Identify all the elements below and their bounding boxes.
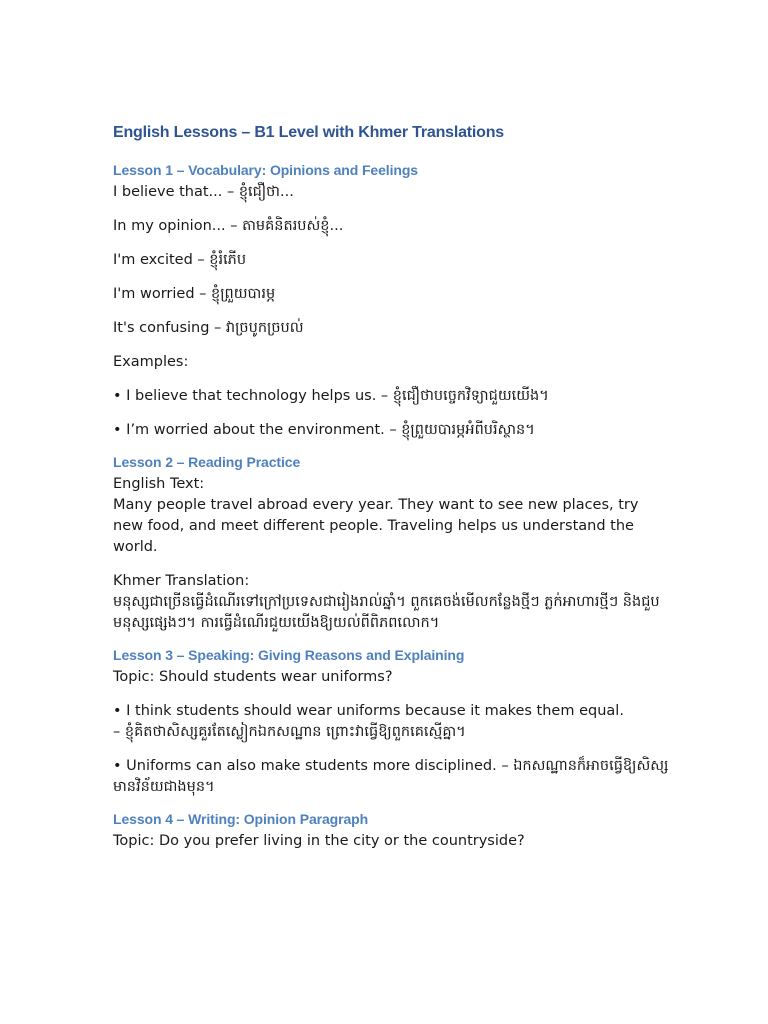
lesson-4-heading: Lesson 4 – Writing: Opinion Paragraph xyxy=(113,811,369,827)
english-text: Many people travel abroad every year. They want to see new places, try new food, and meet different people. Traveling helps us understand the world. xyxy=(113,497,644,555)
document-title: English Lessons – B1 Level with Khmer Translations xyxy=(113,124,505,141)
lesson-1-heading: Lesson 1 – Vocabulary: Opinions and Feelings xyxy=(113,162,418,178)
vocab-line: I believe that... – ខ្ញុំជឿថា... xyxy=(113,184,294,200)
english-text-label: English Text: xyxy=(113,476,205,492)
khmer-translation-text: មនុស្សជាច្រើនធ្វើដំណើរទៅក្រៅប្រទេសជារៀងរាល់ឆ្នាំ។ ពួកគេចង់មើលកន្លែងថ្មីៗ ភ្លក់អាហារថ្មីៗ និងជួបមនុស្សផ្សេងៗ។ ការធ្វើដំណើរជួយយើងឱ្យយល់ពីពិភពលោក។ xyxy=(113,594,660,631)
examples-label: Examples: xyxy=(113,354,189,370)
vocab-line: In my opinion... – តាមគំនិតរបស់ខ្ញុំ... xyxy=(113,218,344,234)
vocab-line: I'm worried – ខ្ញុំព្រួយបារម្ភ xyxy=(113,286,276,302)
lesson-3-heading: Lesson 3 – Speaking: Giving Reasons and Explaining xyxy=(113,647,465,663)
speaking-line: • Uniforms can also make students more disciplined. – ឯកសណ្ឋានក៏អាចធ្វើឱ្យសិស្សមានវិន័យជាងមុន។ xyxy=(113,758,669,795)
lesson-3 xyxy=(113,647,673,798)
speaking-line: • I think students should wear uniforms because it makes them equal. – ខ្ញុំគិតថាសិស្សគួរតែស្លៀកឯកសណ្ឋាន ព្រោះវាធ្វើឱ្យពួកគេស្មើគ្នា។ xyxy=(113,703,624,740)
lesson-2 xyxy=(113,454,673,634)
lesson-2-heading: Lesson 2 – Reading Practice xyxy=(113,454,301,470)
document-page xyxy=(113,124,673,865)
lesson-4 xyxy=(113,811,673,852)
example-line: • I’m worried about the environment. – ខ្ញុំព្រួយបារម្ភអំពីបរិស្ថាន។ xyxy=(113,422,535,438)
vocab-line: It's confusing – វាច្របូកច្របល់ xyxy=(113,320,304,336)
lesson-3-topic: Topic: Should students wear uniforms? xyxy=(113,669,393,685)
lesson-1 xyxy=(113,162,673,441)
example-line: • I believe that technology helps us. – ខ្ញុំជឿថាបច្ចេកវិទ្យាជួយយើង។ xyxy=(113,388,549,404)
khmer-translation-label: Khmer Translation: xyxy=(113,573,250,589)
lesson-4-topic: Topic: Do you prefer living in the city or the countryside? xyxy=(113,833,525,849)
vocab-line: I'm excited – ខ្ញុំរំភើប xyxy=(113,252,247,268)
